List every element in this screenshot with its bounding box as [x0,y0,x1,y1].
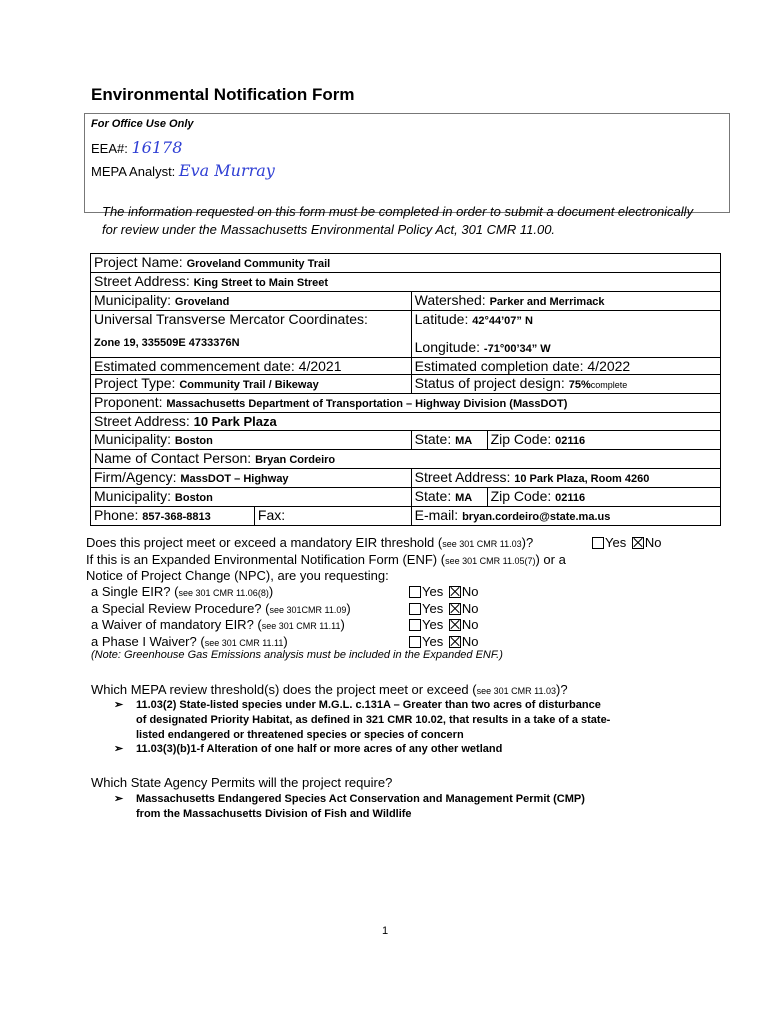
proponent-zip-value: 02116 [555,435,586,447]
watershed-label: Watershed: [414,292,486,308]
watershed-cell [411,292,720,311]
utm-cell [91,311,412,358]
longitude-label: Longitude: [414,339,481,355]
proponent-municipality-cell [91,431,412,450]
eir-question-end: )? [521,535,534,550]
firm-municipality-cell [91,488,412,507]
commencement-value: 4/2021 [298,358,342,374]
request-item-ref: see 301 CMR 11.11 [261,621,341,631]
contact-person-label: Name of Contact Person: [94,450,252,466]
firm-agency-value: MassDOT – Highway [180,473,289,485]
street-address-value: King Street to Main Street [193,277,329,289]
phone-cell [91,507,255,526]
thresholds-ref: see 301 CMR 11.03 [476,686,556,696]
firm-state-cell [411,488,487,507]
request-item-label: a Single EIR? ( [91,584,179,599]
design-status-cell [411,375,720,394]
phase-waiver-options [409,633,478,650]
arrow-bullet-icon: ➢ [114,793,124,805]
request-item-end: ) [340,617,345,632]
proponent-zip-cell [487,431,720,450]
permit-bullet-1 [114,792,696,822]
analyst-label: MEPA Analyst: [91,164,176,179]
commencement-label: Estimated commencement date: [94,358,295,374]
intro-text: The information requested on this form must be completed in order to submit a document electronically for review under the Massachusetts Environmental Policy Act, 301 CMR 11.00. [102,204,694,237]
utm-label: Universal Transverse Mercator Coordinates: [94,311,368,327]
single-eir-yes-checkbox[interactable] [409,586,421,598]
firm-zip-value: 02116 [555,492,586,504]
special-review-yes-checkbox[interactable] [409,603,421,615]
permits-question: Which State Agency Permits will the project require? [91,775,393,790]
longitude-value: -71°00’34” W [483,343,551,355]
special-review-no-checkbox[interactable] [449,603,461,615]
request-item-ref: see 301 CMR 11.06(8) [178,588,269,598]
office-use-label: For Office Use Only [91,118,194,130]
request-item-end: ) [268,584,274,599]
firm-street-label: Street Address: [414,469,511,485]
project-name-cell [91,254,721,273]
proponent-street-value: 10 Park Plaza [193,414,277,429]
percent-sign: % [580,379,591,391]
no-label: No [461,617,479,632]
waiver-eir-yes-checkbox[interactable] [409,619,421,631]
firm-agency-cell [91,469,412,488]
enf-ref: see 301 CMR 11.05(7) [445,556,536,566]
eir-no-checkbox[interactable] [632,537,644,549]
eea-number-row [91,138,182,157]
latitude-label: Latitude: [414,311,469,327]
latitude-value: 42°44’07” N [472,315,533,327]
eir-yes-label: Yes [605,535,627,550]
watershed-value: Parker and Merrimack [489,296,605,308]
fax-label: Fax: [257,507,286,523]
municipality-cell [91,292,412,311]
no-label: No [461,584,479,599]
firm-street-value: 10 Park Plaza, Room 4260 [514,473,650,485]
eir-yes-checkbox[interactable] [592,537,604,549]
eir-ref: see 301 CMR 11.03 [442,539,522,549]
threshold-bullet-1 [114,698,696,743]
eir-question-text: Does this project meet or exceed a mandatory EIR threshold ( [86,535,443,550]
yes-label: Yes [422,617,444,632]
completion-cell [411,358,720,375]
design-complete-text: complete [590,380,628,390]
proponent-value: Massachusetts Department of Transportation – Highway Division (MassDOT) [166,398,568,410]
email-value: bryan.cordeiro@state.ma.us [462,511,611,523]
threshold-bullet-1-line1: 11.03(2) State-listed species under M.G.L. c.131A – Greater than two acres of disturbance [136,699,601,711]
request-item-end: ) [346,601,351,616]
firm-zip-cell [487,488,720,507]
proponent-municipality-label: Municipality: [94,431,172,447]
permit-bullet-1-line2: from the Massachusetts Division of Fish and Wildlife [136,808,412,820]
request-item-ref: see 301CMR 11.09 [269,605,347,615]
single-eir-no-checkbox[interactable] [449,586,461,598]
phase-waiver-yes-checkbox[interactable] [409,636,421,648]
firm-municipality-label: Municipality: [94,488,172,504]
firm-zip-label: Zip Code: [490,488,552,504]
project-info-table [90,253,721,526]
street-address-cell [91,273,721,292]
waiver-eir-no-checkbox[interactable] [449,619,461,631]
permit-bullet-1-line1: Massachusetts Endangered Species Act Conservation and Management Permit (CMP) [136,793,585,805]
special-review-options [409,600,478,617]
form-title: Environmental Notification Form [91,85,355,104]
contact-person-cell [91,450,721,469]
thresholds-question [91,682,568,697]
design-status-label: Status of project design: [414,375,565,391]
arrow-bullet-icon: ➢ [114,699,124,711]
ghg-note: (Note: Greenhouse Gas Emissions analysis must be included in the Expanded ENF.) [91,649,503,661]
firm-street-cell [411,469,720,488]
single-eir-options [409,583,478,600]
proponent-cell [91,394,721,413]
project-name-value: Groveland Community Trail [186,258,331,270]
phone-label: Phone: [94,507,139,523]
proponent-state-cell [411,431,487,450]
thresholds-question-text: Which MEPA review threshold(s) does the project meet or exceed ( [91,682,477,697]
proponent-label: Proponent: [94,394,163,410]
project-type-label: Project Type: [94,375,176,391]
request-item-end: ) [283,634,288,649]
no-label: No [461,634,479,649]
street-address-label: Street Address: [94,273,190,289]
eir-no-label: No [644,535,662,550]
yes-label: Yes [422,601,444,616]
contact-person-value: Bryan Cordeiro [255,454,336,466]
eea-value: 16178 [131,138,183,157]
firm-state-value: MA [455,492,473,504]
proponent-municipality-value: Boston [174,435,213,447]
threshold-bullet-1-line3: listed endangered or threatened species or species of concern [136,729,464,741]
firm-municipality-value: Boston [174,492,213,504]
completion-label: Estimated completion date: [414,358,584,374]
eea-label: EEA#: [91,141,128,156]
utm-value: Zone 19, 335509E 4733376N [94,337,240,349]
threshold-bullet-2 [114,742,696,757]
proponent-zip-label: Zip Code: [490,431,552,447]
request-item-label: a Special Review Procedure? ( [91,601,270,616]
proponent-state-label: State: [414,431,452,447]
threshold-bullet-1-line2: of designated Priority Habitat, as defined in 321 CMR 10.02, that results in a take of a state- [136,714,611,726]
municipality-label: Municipality: [94,292,172,308]
enf-question-end: ) or a [535,552,566,567]
yes-label: Yes [422,584,444,599]
phase-waiver-no-checkbox[interactable] [449,636,461,648]
waiver-eir-options [409,616,478,633]
firm-agency-label: Firm/Agency: [94,469,177,485]
proponent-street-cell [91,413,721,431]
proponent-state-value: MA [455,435,473,447]
analyst-value: Eva Murray [178,161,275,180]
email-label: E-mail: [414,507,459,523]
phone-value: 857-368-8813 [142,511,211,523]
analyst-row [91,161,275,180]
proponent-street-label: Street Address: [94,413,190,429]
no-label: No [461,601,479,616]
email-cell [411,507,720,526]
request-item-label: a Waiver of mandatory EIR? ( [91,617,262,632]
arrow-bullet-icon: ➢ [114,743,124,755]
project-name-label: Project Name: [94,254,183,270]
yes-label: Yes [422,634,444,649]
firm-state-label: State: [414,488,452,504]
project-type-value: Community Trail / Bikeway [179,379,319,391]
completion-value: 4/2022 [587,358,631,374]
fax-cell [254,507,411,526]
enf-question-line2: Notice of Project Change (NPC), are you requesting: [86,568,389,583]
request-item-ref: see 301 CMR 11.11 [204,638,284,648]
lat-long-cell [411,311,720,358]
page-number: 1 [382,925,389,937]
eir-options [592,534,661,551]
thresholds-question-end: )? [555,682,568,697]
threshold-bullet-2-text: 11.03(3)(b)1-f Alteration of one half or more acres of any other wetland [136,743,503,755]
municipality-value: Groveland [174,296,230,308]
design-status-value: 75 [568,379,581,391]
request-item-label: a Phase I Waiver? ( [91,634,205,649]
enf-question-text: If this is an Expanded Environmental Notification Form (ENF) ( [86,552,446,567]
commencement-cell [91,358,412,375]
project-type-cell [91,375,412,394]
